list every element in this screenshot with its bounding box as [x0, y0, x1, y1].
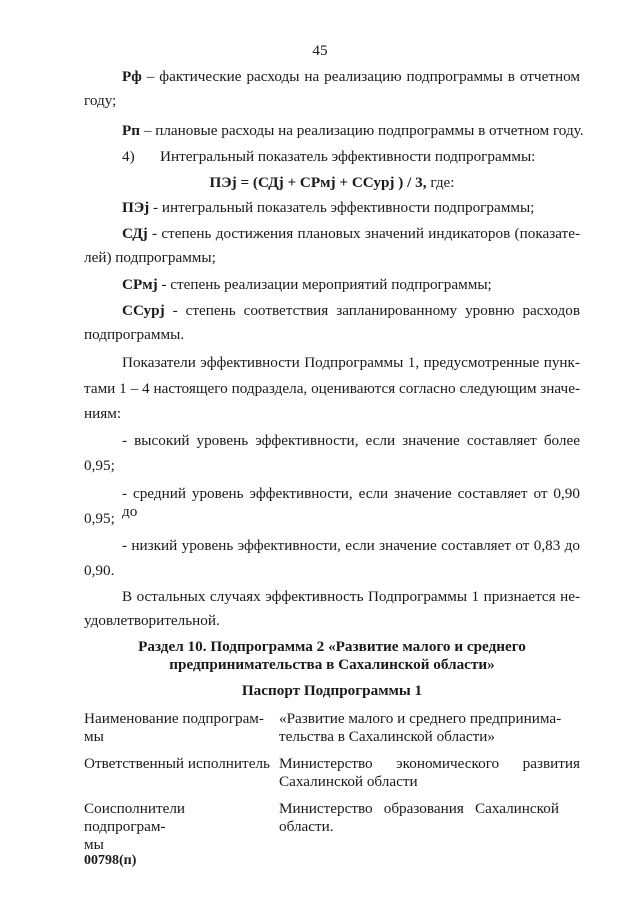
page-number: 45 [312, 42, 328, 59]
level-high-line1: - высокий уровень эффективности, если значение составляет более [122, 432, 580, 449]
passport-row-label [84, 755, 274, 773]
value-line: Сахалинской области [279, 773, 418, 790]
level-high-line2: 0,95; [84, 457, 115, 474]
sdj-term: СДj [122, 225, 148, 242]
ssurj-text: - степень соответствия запланированному уровню расходов [164, 302, 580, 319]
level-medium-line2: 0,95; [84, 510, 115, 527]
srmj-definition [122, 276, 492, 294]
level-low-line2: 0,90. [84, 562, 115, 579]
level-low-line1: - низкий уровень эффективности, если значение составляет от 0,83 до [122, 537, 580, 554]
label-line: Соисполнители подпрограм- [84, 800, 186, 835]
value-line: области. [279, 818, 334, 835]
ssurj-definition-line1 [122, 302, 580, 320]
pej-term: ПЭj [122, 199, 150, 216]
srmj-text: - степень реализации мероприятий подпрограммы; [157, 276, 492, 293]
ssurj-term: ССурj [122, 302, 165, 319]
value-line: Министерство образования Сахалинской [279, 800, 559, 817]
pej-definition [122, 199, 534, 217]
level-medium-line1: - средний уровень эффективности, если значение составляет от 0,90 до [122, 485, 580, 520]
formula-expression: ПЭj = (СДj + СРмj + ССурj ) / 3, [209, 174, 427, 191]
rf-term: Рф [122, 68, 142, 85]
passport-heading: Паспорт Подпрограммы 1 [241, 682, 423, 699]
item-4-text: Интегральный показатель эффективности подпрограммы: [160, 148, 536, 165]
item-4-number: 4) [122, 148, 135, 165]
rf-definition-line1 [122, 68, 580, 86]
passport-row-value [279, 800, 559, 836]
pej-text: - интегральный показатель эффективности подпрограммы; [149, 199, 535, 216]
label-line: Ответственный исполнитель [84, 755, 270, 772]
section-heading-line1: Раздел 10. Подпрограмма 2 «Развитие малого и среднего [138, 638, 526, 655]
other-cases-line2: удовлетворительной. [84, 612, 220, 629]
ssurj-definition-line2: подпрограммы. [84, 326, 185, 343]
passport-row-label [84, 710, 264, 746]
formula-suffix: где: [426, 174, 455, 191]
label-line: мы [84, 728, 104, 745]
section-heading-line2: предпринимательства в Сахалинской области» [169, 656, 495, 673]
label-line: мы [84, 836, 104, 853]
rf-definition-line2: году; [84, 92, 117, 109]
value-line: Министерство экономического развития [279, 755, 580, 772]
rp-term: Рп [122, 122, 141, 139]
formula [84, 174, 580, 192]
value-line: тельства в Сахалинской области» [279, 728, 495, 745]
passport-row-value [279, 755, 580, 791]
footer-document-code: 00798(п) [84, 853, 137, 868]
rp-definition [122, 122, 584, 140]
value-line: «Развитие малого и среднего предпринима- [279, 710, 562, 727]
indicators-line3: ниям: [84, 405, 122, 422]
sdj-text: - степень достижения плановых значений индикаторов (показате- [147, 225, 580, 242]
sdj-definition-line2: лей) подпрограммы; [84, 249, 216, 266]
passport-row-value [279, 710, 580, 746]
rp-text: – плановые расходы на реализацию подпрограммы в отчетном году. [140, 122, 584, 139]
srmj-term: СРмj [122, 276, 158, 293]
rf-text: – фактические расходы на реализацию подпрограммы в отчетном [141, 68, 580, 85]
passport-row-label [84, 800, 264, 854]
indicators-line1: Показатели эффективности Подпрограммы 1, предусмотренные пунк- [122, 354, 580, 371]
label-line: Наименование подпрограм- [84, 710, 264, 727]
other-cases-line1: В остальных случаях эффективность Подпрограммы 1 признается не- [122, 588, 580, 605]
sdj-definition-line1 [122, 225, 580, 243]
indicators-line2: тами 1 – 4 настоящего подраздела, оцениваются согласно следующим значе- [84, 380, 580, 397]
